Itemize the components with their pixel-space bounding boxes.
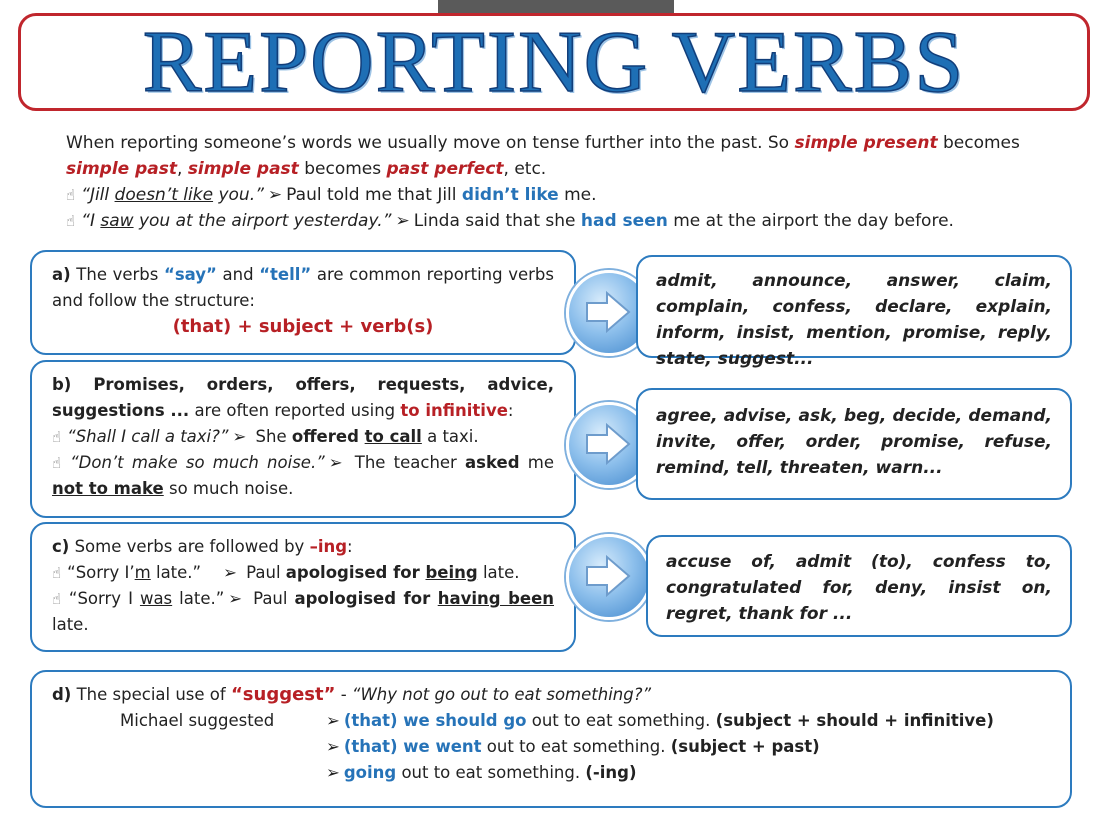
example-text: late. bbox=[477, 563, 520, 582]
example-text: a taxi. bbox=[421, 427, 479, 446]
hand-pointer-icon: ☝ bbox=[66, 186, 76, 204]
section-text: The special use of bbox=[71, 685, 231, 704]
section-text: and bbox=[216, 265, 260, 284]
example-text: me bbox=[519, 453, 554, 472]
example-text: out to eat something. bbox=[526, 711, 716, 730]
section-c-verbs-box bbox=[646, 535, 1072, 637]
example-text: apologised for bbox=[294, 589, 438, 608]
intro-line-1 bbox=[66, 130, 1066, 156]
section-c-example-2 bbox=[52, 586, 554, 638]
hand-pointer-icon: ☝ bbox=[52, 590, 63, 608]
intro-text-span: , bbox=[177, 159, 188, 179]
section-text: Some verbs are followed by bbox=[69, 537, 310, 556]
highlight-term: –ing bbox=[309, 537, 348, 556]
arrowhead-bullet-icon: ➢ bbox=[267, 185, 283, 205]
example-text: Paul told me that Jill bbox=[286, 185, 462, 205]
example-quote: late.” bbox=[172, 589, 225, 608]
section-c-text bbox=[52, 534, 554, 560]
title-banner bbox=[18, 13, 1090, 111]
highlight-term: past perfect bbox=[386, 159, 504, 179]
highlight-term: simple past bbox=[66, 159, 177, 179]
arrow-right-icon bbox=[566, 534, 652, 620]
arrowhead-bullet-icon: ➢ bbox=[326, 711, 340, 730]
highlight-term: simple past bbox=[187, 159, 299, 179]
example-text: me. bbox=[558, 185, 597, 205]
hand-pointer-icon: ☝ bbox=[52, 428, 62, 446]
structure-formula: (that) + subject + verb(s) bbox=[172, 316, 434, 337]
verb-list: accuse of, admit (to), confess to, congratulated for, deny, insist on, regret, thank for ... bbox=[666, 552, 1052, 624]
example-quote: m bbox=[134, 563, 151, 582]
highlight-term: to infinitive bbox=[400, 401, 508, 420]
example-quote: late.” bbox=[150, 563, 202, 582]
example-quote: saw bbox=[100, 211, 134, 231]
example-text: apologised for bbox=[285, 563, 426, 582]
section-a-structure bbox=[52, 314, 554, 340]
highlight-term: simple present bbox=[794, 133, 938, 153]
intro-text-span: becomes bbox=[298, 159, 387, 179]
intro-example-1 bbox=[66, 182, 1066, 208]
example-text: me at the airport the day before. bbox=[667, 211, 954, 231]
example-quote: “I bbox=[81, 211, 101, 231]
example-text: being bbox=[425, 563, 478, 582]
verb-list: admit, announce, answer, claim, complain, confess, declare, explain, inform, insist, mention, promise, reply, state, suggest... bbox=[656, 271, 1052, 369]
highlight-term: (that) we went bbox=[343, 737, 482, 756]
highlight-term: going bbox=[343, 763, 397, 782]
section-c-example-1 bbox=[52, 560, 554, 586]
section-a-text bbox=[52, 262, 554, 314]
section-a-box bbox=[30, 250, 576, 355]
section-text: Promises, orders, offers, requests, advice, suggestions ... bbox=[52, 375, 554, 420]
section-d-examples bbox=[52, 708, 1050, 786]
example-text: out to eat something. bbox=[396, 763, 586, 782]
section-b-box bbox=[30, 360, 576, 518]
section-label: c) bbox=[52, 537, 70, 556]
section-label: d) bbox=[52, 685, 72, 704]
hand-pointer-icon: ☝ bbox=[52, 564, 62, 582]
example-quote: “Sorry I bbox=[68, 589, 140, 608]
section-b-example-2 bbox=[52, 450, 554, 502]
example-text: She bbox=[250, 427, 292, 446]
highlight-term: had seen bbox=[580, 211, 668, 231]
example-quote: “Sorry I’ bbox=[67, 563, 135, 582]
example-text: Linda said that she bbox=[413, 211, 581, 231]
highlight-term: “say” bbox=[164, 265, 217, 284]
intro-text bbox=[66, 130, 1066, 234]
example-quote: you.” bbox=[213, 185, 264, 205]
section-b-text bbox=[52, 372, 554, 424]
highlight-term: didn’t like bbox=[461, 185, 559, 205]
arrowhead-bullet-icon: ➢ bbox=[326, 763, 340, 782]
structure-formula: (subject + should + infinitive) bbox=[715, 711, 994, 730]
example-text: asked bbox=[465, 453, 520, 472]
arrowhead-bullet-icon: ➢ bbox=[328, 453, 343, 472]
intro-example-2 bbox=[66, 208, 1066, 234]
example-text: Paul bbox=[240, 563, 286, 582]
highlight-term: (that) we should go bbox=[343, 711, 527, 730]
intro-text-span: When reporting someone’s words we usually move on tense further into the past. So bbox=[66, 133, 795, 153]
section-a-verbs-box bbox=[636, 255, 1072, 369]
example-quote: “Don’t make so much noise.” bbox=[70, 453, 325, 472]
highlight-term: “suggest” bbox=[230, 684, 336, 705]
section-d-text bbox=[52, 682, 1050, 708]
highlight-term: “tell” bbox=[259, 265, 312, 284]
intro-text-span: becomes bbox=[937, 133, 1020, 153]
section-text: are common reporting verbs and follow the structure: bbox=[52, 265, 554, 310]
section-text: - bbox=[335, 685, 352, 704]
example-text: having been bbox=[437, 589, 555, 608]
intro-text-span: , etc. bbox=[503, 159, 547, 179]
example-text: late. bbox=[52, 615, 89, 634]
structure-formula: (-ing) bbox=[585, 763, 637, 782]
example-text: The teacher bbox=[346, 453, 466, 472]
section-b-example-1 bbox=[52, 424, 554, 450]
section-label: a) bbox=[52, 265, 71, 284]
section-label: b) bbox=[52, 375, 72, 394]
section-b-verbs-box bbox=[636, 388, 1072, 500]
example-text: to call bbox=[364, 427, 422, 446]
arrowhead-bullet-icon: ➢ bbox=[228, 589, 243, 608]
verb-list: agree, advise, ask, beg, decide, demand, invite, offer, order, promise, refuse, remind, tell, threaten, warn... bbox=[656, 406, 1052, 478]
page-title: REPORTING VERBS bbox=[142, 14, 966, 111]
structure-formula: (subject + past) bbox=[670, 737, 820, 756]
suggest-example-3 bbox=[322, 760, 637, 786]
section-text: are often reported using bbox=[189, 401, 401, 420]
example-subject: Michael suggested bbox=[120, 711, 275, 730]
intro-line-2 bbox=[66, 156, 1066, 182]
example-text: not to make bbox=[52, 479, 164, 498]
example-quote: you at the airport yesterday.” bbox=[133, 211, 392, 231]
example-quote: was bbox=[139, 589, 173, 608]
section-d-box bbox=[30, 670, 1072, 808]
section-text: : bbox=[507, 401, 514, 420]
example-quote: “Shall I call a taxi?” bbox=[67, 427, 229, 446]
example-text: out to eat something. bbox=[481, 737, 671, 756]
hand-pointer-icon: ☝ bbox=[52, 454, 65, 472]
section-c-box bbox=[30, 522, 576, 652]
suggest-example-2 bbox=[322, 734, 820, 760]
arrowhead-bullet-icon: ➢ bbox=[395, 211, 410, 231]
suggest-example-1 bbox=[322, 708, 994, 734]
example-text: offered bbox=[291, 427, 365, 446]
example-quote: “Jill bbox=[81, 185, 115, 205]
example-text: so much noise. bbox=[163, 479, 294, 498]
section-text: The verbs bbox=[70, 265, 164, 284]
arrowhead-bullet-icon: ➢ bbox=[223, 563, 237, 582]
section-text: : bbox=[347, 537, 353, 556]
example-text: Paul bbox=[246, 589, 295, 608]
example-quote: “Why not go out to eat something?” bbox=[351, 685, 652, 704]
hand-pointer-icon: ☝ bbox=[66, 212, 76, 230]
example-quote: doesn’t like bbox=[114, 185, 214, 205]
arrowhead-bullet-icon: ➢ bbox=[326, 737, 340, 756]
arrowhead-bullet-icon: ➢ bbox=[232, 427, 247, 446]
